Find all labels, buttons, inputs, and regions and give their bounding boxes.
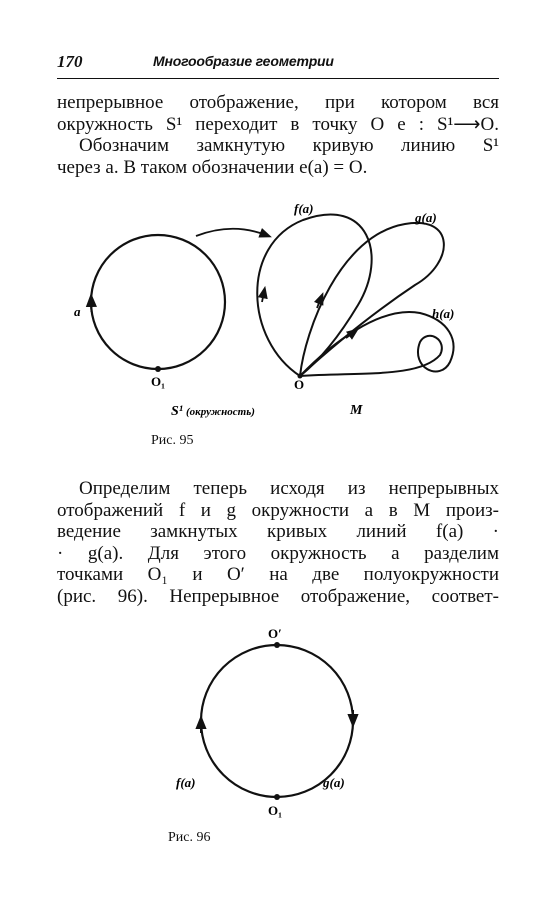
label-fa-96: f(a) [176, 775, 196, 790]
loop-g [300, 223, 444, 376]
circle-s1 [91, 235, 225, 369]
figure-96-caption: Рис. 96 [168, 830, 211, 845]
running-title: Многообразие геометрии [153, 53, 334, 69]
point-o1 [155, 366, 161, 372]
text-line: Обозначим замкнутую кривую линию S¹ [79, 135, 499, 156]
arrow-f [262, 292, 264, 302]
loop-f [257, 214, 371, 376]
text-line: (рис. 96). Непрерывное отображение, соответ- [57, 585, 499, 607]
paragraph-2 [57, 478, 499, 607]
text-line: точками O₁ и O′ на две полуокружности [57, 564, 499, 585]
label-s1: S¹ [171, 404, 183, 419]
page-number: 170 [57, 52, 83, 71]
text-line: отображений f и g окружности a в M произ- [57, 499, 499, 521]
mapping-arrow [196, 229, 266, 236]
text-line: через a. В таком обозначении e(a) = O. [57, 156, 368, 178]
page-header [57, 52, 499, 79]
label-s1-note: (окружность) [186, 406, 255, 418]
figure-96 [0, 615, 553, 830]
loop-h [300, 312, 453, 376]
point-o1-bottom [274, 794, 280, 800]
text-line: Определим теперь исходя из непрерывных [79, 478, 499, 499]
label-m: M [350, 403, 363, 418]
label-o1: O₁ [151, 374, 166, 389]
label-ga-96: g(a) [323, 775, 345, 790]
label-ga: g(a) [415, 210, 437, 225]
label-fa: f(a) [294, 201, 314, 216]
text-line: окружность S¹ переходит в точку O e : S¹⟶O. [57, 113, 499, 135]
text-line: непрерывное отображение, при котором вся [57, 92, 499, 113]
point-oprime [274, 642, 280, 648]
figure-95-caption: Рис. 95 [151, 433, 194, 448]
label-ha: h(a) [432, 306, 455, 321]
label-oprime: O′ [268, 626, 282, 641]
paragraph-1 [57, 92, 499, 178]
label-a: a [74, 304, 81, 319]
figure-95 [0, 190, 553, 430]
text-line: ведение замкнутых кривых линий f(a) · [57, 521, 499, 542]
text-line: · g(a). Для этого окружность a разделим [57, 542, 499, 564]
label-o: O [294, 377, 305, 392]
label-o1-96: O₁ [268, 803, 283, 818]
